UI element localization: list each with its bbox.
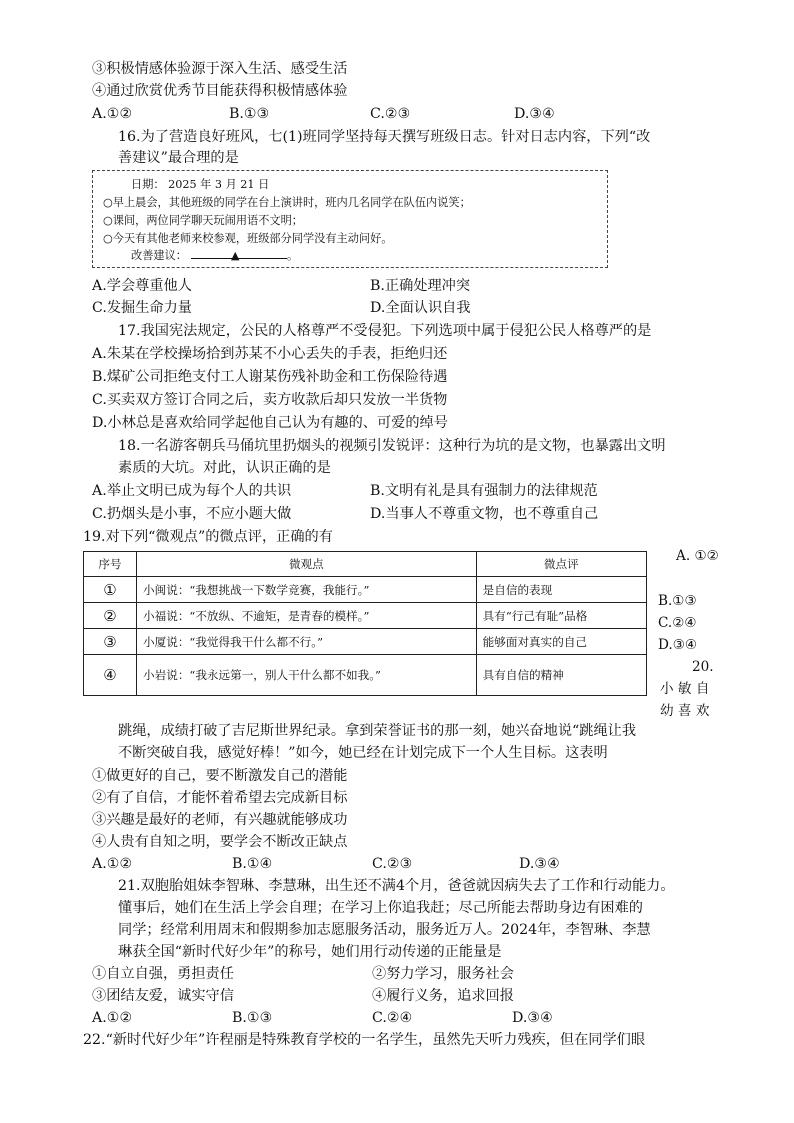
row-view: 小厦说：“我觉得我干什么都不行。” <box>137 629 477 655</box>
row-number: ② <box>84 603 137 629</box>
log-suggestion-end: 。 <box>286 249 299 262</box>
q22-stem-line-1: 22.“新时代好少年”许程丽是特殊教育学校的一名学生，虽然先天听力残疾，但在同学们眼 <box>83 1032 646 1048</box>
q21-stem-line-3: 同学；经常利用周末和假期参加志愿服务活动，服务近万人。2024年，李智琳、李慧 <box>118 922 651 938</box>
q21-option-c: C.②④ <box>372 1010 413 1026</box>
q17-option-d: D.小林总是喜欢给同学起他自己认为有趣的、可爱的绰号 <box>92 415 448 431</box>
q18-stem-line-2: 素质的大坑。对此，认识正确的是 <box>118 460 331 476</box>
log-entry-1: ○早上晨会，其他班级的同学在台上演讲时，班内几名同学在队伍内说笑； <box>103 196 471 209</box>
log-suggestion <box>131 247 298 264</box>
q18-option-c: C.扔烟头是小事，不应小题大做 <box>92 506 292 522</box>
table-row <box>84 629 647 655</box>
q17-option-a: A.朱某在学校操场拾到苏某不小心丢失的手表，拒绝归还 <box>92 346 448 362</box>
q18-option-d: D.当事人不尊重文物，也不尊重自己 <box>370 506 599 522</box>
q20-option-c: C.②③ <box>372 856 413 872</box>
q15-option-a: A.①② <box>92 106 133 122</box>
q21-option-b: B.①③ <box>232 1010 273 1026</box>
row-view: 小闽说：“我想挑战一下数学竞赛，我能行。” <box>137 577 477 603</box>
q20-stem-line-1: 跳绳，成绩打破了吉尼斯世界纪录。拿到荣誉证书的那一刻，她兴奋地说“跳绳让我 <box>118 723 637 739</box>
q20-item-1: ①做更好的自己，要不断激发自己的潜能 <box>92 768 348 784</box>
q20-item-2: ②有了自信，才能怀着希望去完成新目标 <box>92 790 348 806</box>
q19-stem: 19.对下列“微观点”的微点评，正确的有 <box>83 529 333 545</box>
row-view: 小福说：“不放纵、不逾矩，是青春的模样。” <box>137 603 477 629</box>
q16-option-c: C.发掘生命力量 <box>92 300 192 316</box>
q15-option-c: C.②③ <box>370 106 411 122</box>
q16-stem-line-2: 善建议”最合理的是 <box>118 150 239 166</box>
class-log-box <box>92 170 608 268</box>
q20-option-b: B.①④ <box>232 856 273 872</box>
log-date: 日期： 2025 年 3 月 21 日 <box>131 178 270 191</box>
q16-option-a: A.学会尊重他人 <box>92 278 192 294</box>
table-header-view: 微观点 <box>137 552 477 577</box>
q15-item-3: ③积极情感体验源于深入生活、感受生活 <box>92 61 348 77</box>
q21-item-1: ①自立自强，勇担责任 <box>92 966 234 982</box>
row-comment: 是自信的表现 <box>476 577 646 603</box>
q20-option-d: D.③④ <box>519 856 560 872</box>
row-number: ④ <box>84 655 137 696</box>
q18-option-a: A.举止文明已成为每个人的共识 <box>92 483 292 499</box>
q16-option-b: B.正确处理冲突 <box>370 278 471 294</box>
q21-stem-line-1: 21.双胞胎姐妹李智琳、李慧琳，出生还不满4个月，爸爸就因病失去了工作和行动能力。 <box>118 878 675 894</box>
row-number: ① <box>84 577 137 603</box>
q21-option-d: D.③④ <box>512 1010 553 1026</box>
table-row <box>84 577 647 603</box>
log-entry-2: ○课间，两位同学聊天玩闹用语不文明； <box>103 214 303 227</box>
q19-option-d: D.③④ <box>658 637 698 653</box>
triangle-marker-icon: ▲ <box>230 249 240 262</box>
q17-stem: 17.我国宪法规定，公民的人格尊严不受侵犯。下列选项中属于侵犯公民人格尊严的是 <box>118 323 652 339</box>
q21-item-3: ③团结友爱，诚实守信 <box>92 988 234 1004</box>
q19-option-c: C.②④ <box>658 615 697 631</box>
row-view: 小岩说：“我永远第一，别人干什么都不如我。” <box>137 655 477 696</box>
row-number: ③ <box>84 629 137 655</box>
q21-item-4: ④履行义务，追求回报 <box>372 988 514 1004</box>
q21-stem-line-2: 懂事后，她们在生活上学会自理；在学习上你追我赶；尽己所能去帮助身边有困难的 <box>118 900 643 916</box>
q15-option-d: D.③④ <box>514 106 555 122</box>
q15-option-b: B.①③ <box>229 106 270 122</box>
q19-option-a: A. ①② <box>676 548 719 564</box>
q15-item-4: ④通过欣赏优秀节目能获得积极情感体验 <box>92 83 348 99</box>
q16-option-d: D.全面认识自我 <box>370 300 471 316</box>
table-header-row <box>84 552 647 577</box>
q18-stem-line-1: 18.一名游客朝兵马俑坑里扔烟头的视频引发锐评：这种行为坑的是文物，也暴露出文明 <box>118 438 666 454</box>
q20-number: 20. <box>692 659 714 675</box>
log-entry-3: ○今天有其他老师来校参观，班级部分同学没有主动问好。 <box>103 232 393 245</box>
q16-stem-line-1: 16.为了营造良好班风，七(1)班同学坚持每天撰写班级日志。针对日志内容，下列“改 <box>118 129 651 145</box>
q19-table <box>83 551 647 696</box>
q20-side-text-1: 小 敏 自 <box>660 681 710 697</box>
table-header-no: 序号 <box>84 552 137 577</box>
row-comment: 能够面对真实的自己 <box>476 629 646 655</box>
suggestion-blank <box>191 247 287 262</box>
q20-item-3: ③兴趣是最好的老师，有兴趣就能够成功 <box>92 812 348 828</box>
table-header-comment: 微点评 <box>476 552 646 577</box>
q17-option-b: B.煤矿公司拒绝支付工人谢某伤残补助金和工伤保险待遇 <box>92 369 448 385</box>
row-comment: 具有自信的精神 <box>476 655 646 696</box>
q21-item-2: ②努力学习，服务社会 <box>372 966 514 982</box>
table-row <box>84 603 647 629</box>
q21-option-a: A.①② <box>92 1010 133 1026</box>
q20-item-4: ④人贵有自知之明，要学会不断改正缺点 <box>92 834 348 850</box>
q20-side-text-2: 幼 喜 欢 <box>660 703 710 719</box>
q18-option-b: B.文明有礼是具有强制力的法律规范 <box>370 483 598 499</box>
row-comment: 具有“行己有耻”品格 <box>476 603 646 629</box>
q20-option-a: A.①② <box>92 856 133 872</box>
log-suggestion-label: 改善建议： <box>131 249 187 262</box>
table-row <box>84 655 647 696</box>
q19-option-b: B.①③ <box>658 593 697 609</box>
q21-stem-line-4: 琳获全国“新时代好少年”的称号，她们用行动传递的正能量是 <box>118 944 502 960</box>
q17-option-c: C.买卖双方签订合同之后，卖方收款后却只发放一半货物 <box>92 392 448 408</box>
q20-stem-line-2: 不断突破自我，感觉好棒！”如今，她已经在计划完成下一个人生目标。这表明 <box>118 745 608 761</box>
